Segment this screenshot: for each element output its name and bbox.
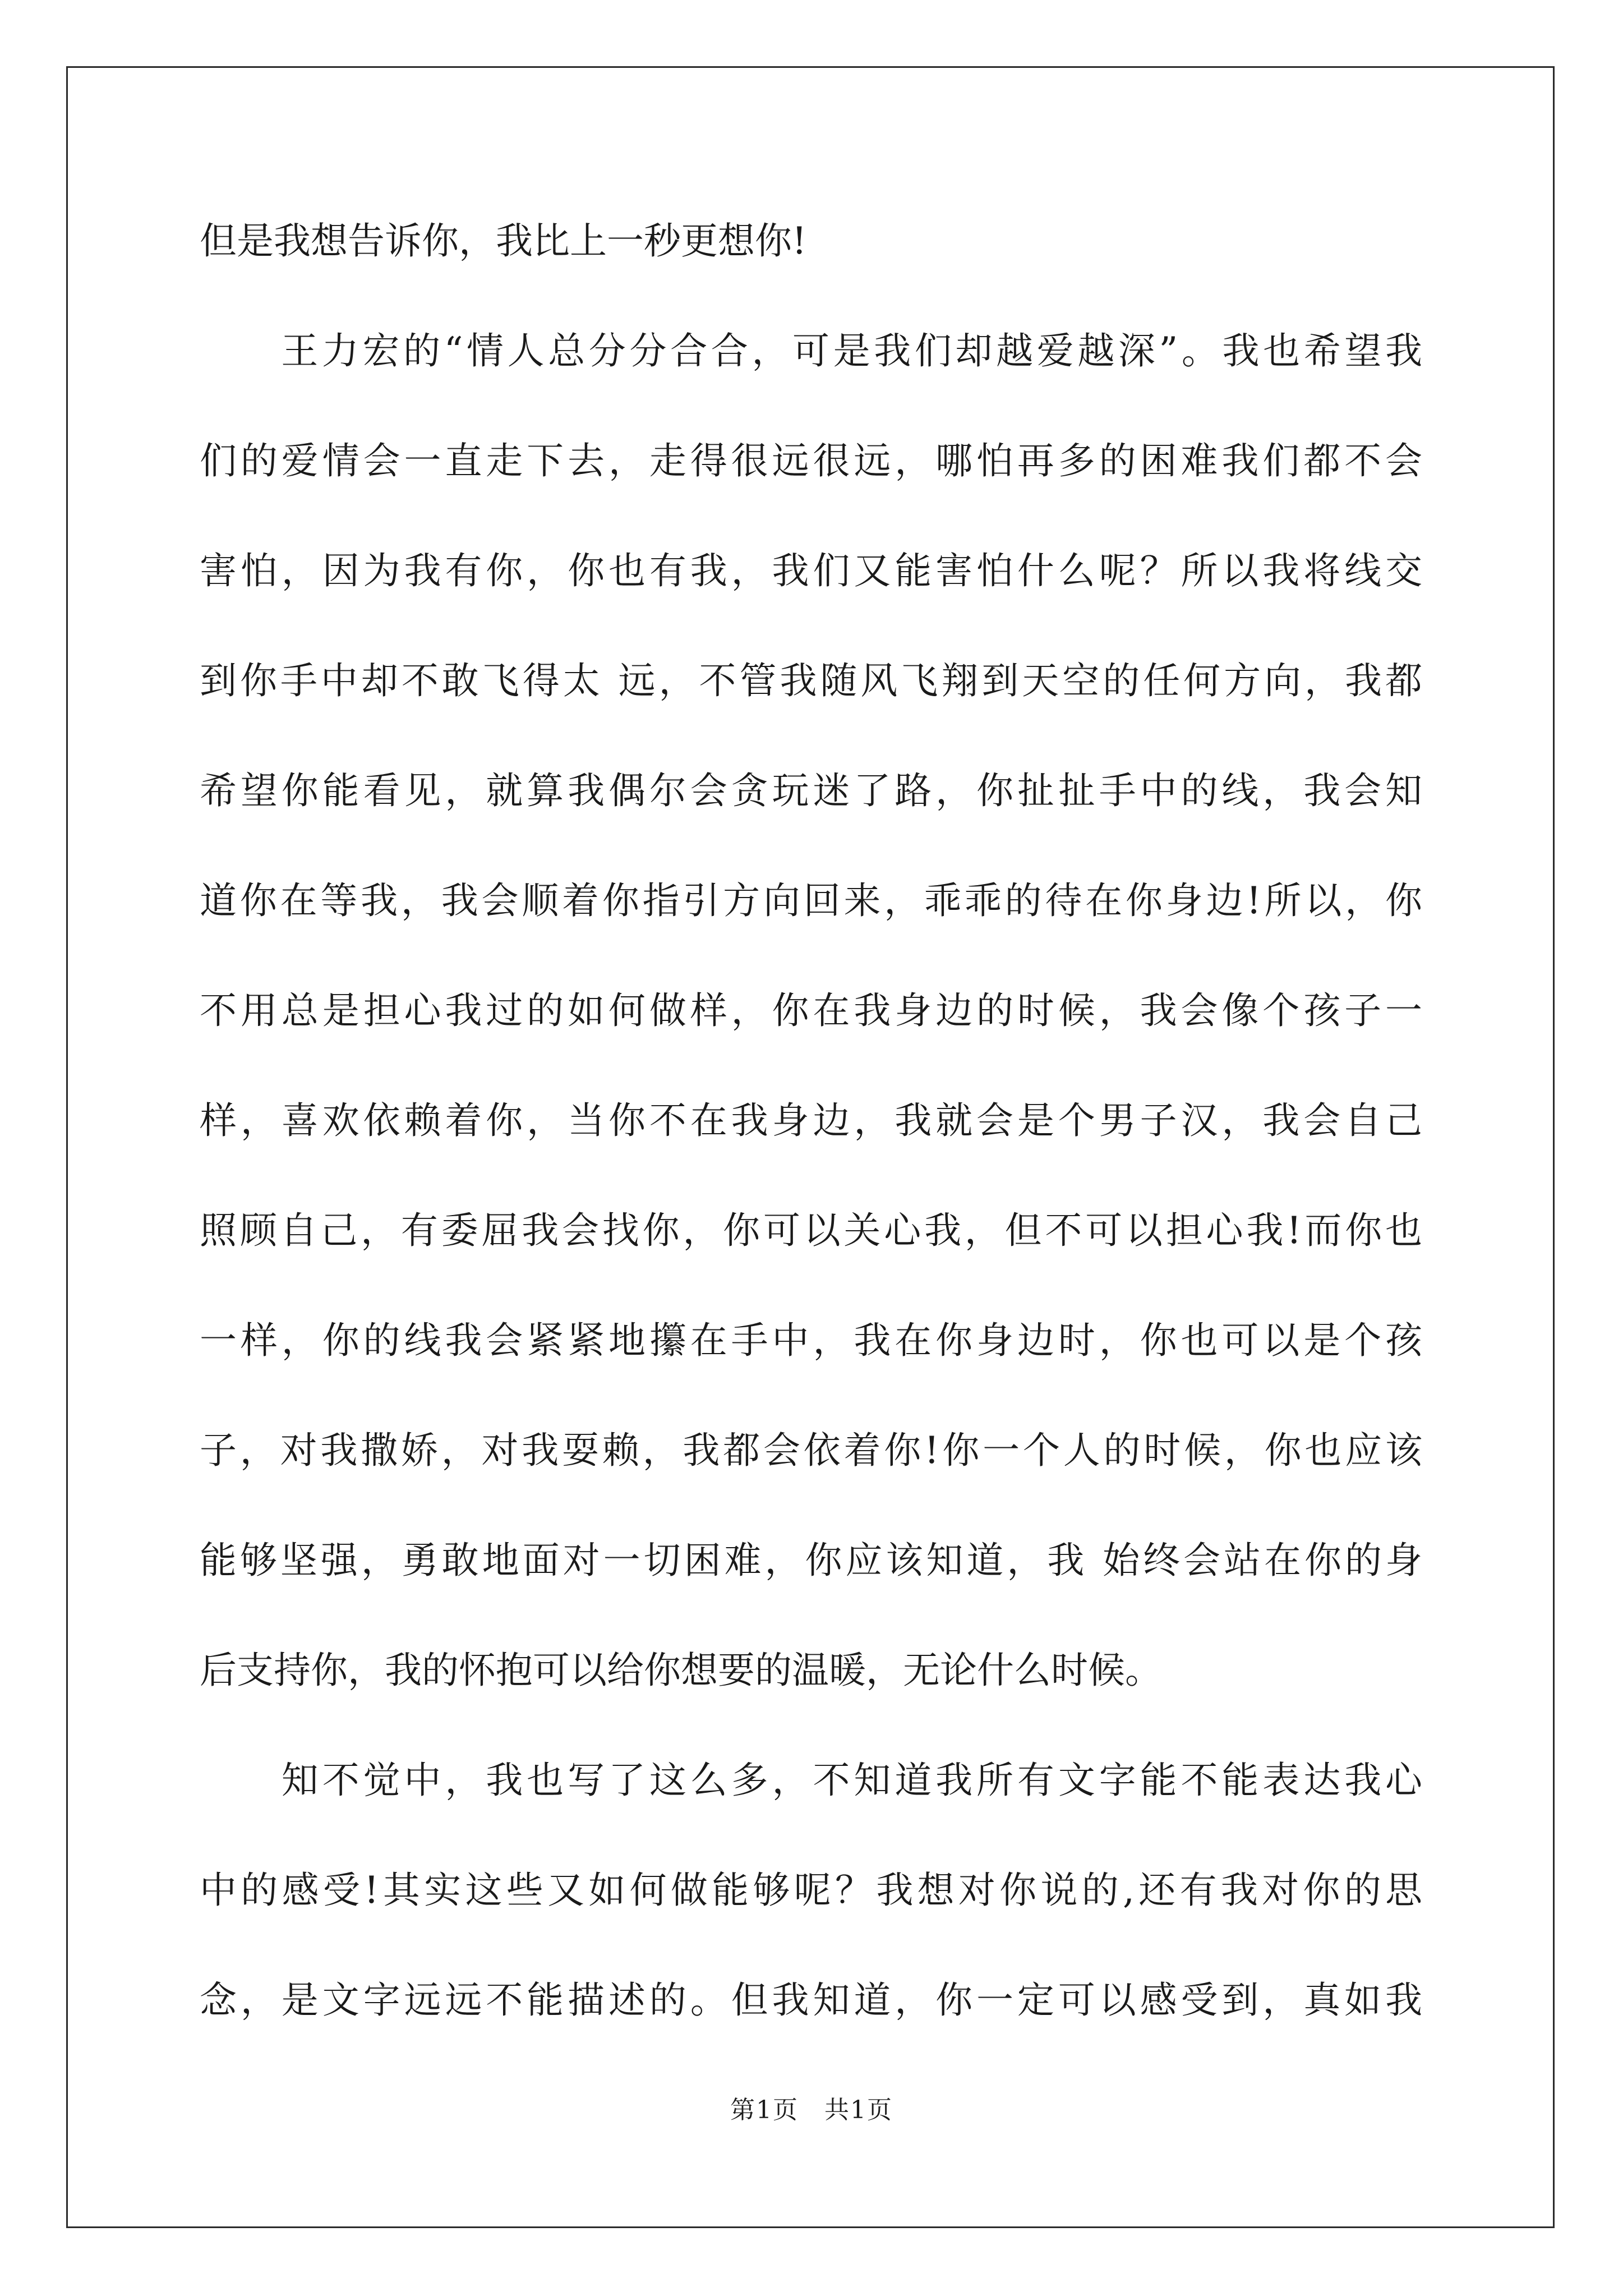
text-line: 样，喜欢依赖着你，当你不在我身边，我就会是个男子汉，我会自己: [200, 1099, 1422, 1142]
text-line: 照顾自己，有委屈我会找你，你可以关心我，但不可以担心我!而你也: [200, 1209, 1422, 1252]
text-line: 希望你能看见，就算我偶尔会贪玩迷了路，你扯扯手中的线，我会知: [200, 769, 1422, 812]
text-line: 能够坚强，勇敢地面对一切困难，你应该知道，我 始终会站在你的身: [200, 1539, 1422, 1582]
text-line: 子，对我撒娇，对我耍赖，我都会依着你!你一个人的时候，你也应该: [200, 1429, 1422, 1472]
text-line: 一样，你的线我会紧紧地攥在手中，我在你身边时，你也可以是个孩: [200, 1319, 1422, 1362]
document-body: [200, 205, 1422, 2022]
text-line: 道你在等我，我会顺着你指引方向回来，乖乖的待在你身边!所以，你: [200, 879, 1422, 922]
text-line: 们的爱情会一直走下去，走得很远很远，哪怕再多的困难我们都不会: [200, 439, 1422, 482]
text-line: 念，是文字远远不能描述的。但我知道，你一定可以感受到，真如我: [200, 1978, 1422, 2022]
text-line: 害怕，因为我有你，你也有我，我们又能害怕什么呢？所以我将线交: [200, 549, 1422, 592]
text-line: 中的感受!其实这些又如何做能够呢？我想对你说的,还有我对你的思: [200, 1869, 1422, 1912]
page-number: 第1页 共1页: [730, 2096, 893, 2124]
text-line: 不用总是担心我过的如何做样，你在我身边的时候，我会像个孩子一: [200, 989, 1422, 1032]
text-line: 但是我想告诉你，我比上一秒更想你!: [200, 219, 807, 263]
text-line: 王力宏的“情人总分分合合，可是我们却越爱越深”。我也希望我: [200, 329, 1422, 372]
text-line: 知不觉中，我也写了这么多，不知道我所有文字能不能表达我心: [200, 1759, 1422, 1802]
text-line: 到你手中却不敢飞得太 远，不管我随风飞翔到天空的任何方向，我都: [200, 659, 1422, 702]
text-line: 后支持你，我的怀抱可以给你想要的温暖，无论什么时候。: [200, 1649, 1162, 1692]
